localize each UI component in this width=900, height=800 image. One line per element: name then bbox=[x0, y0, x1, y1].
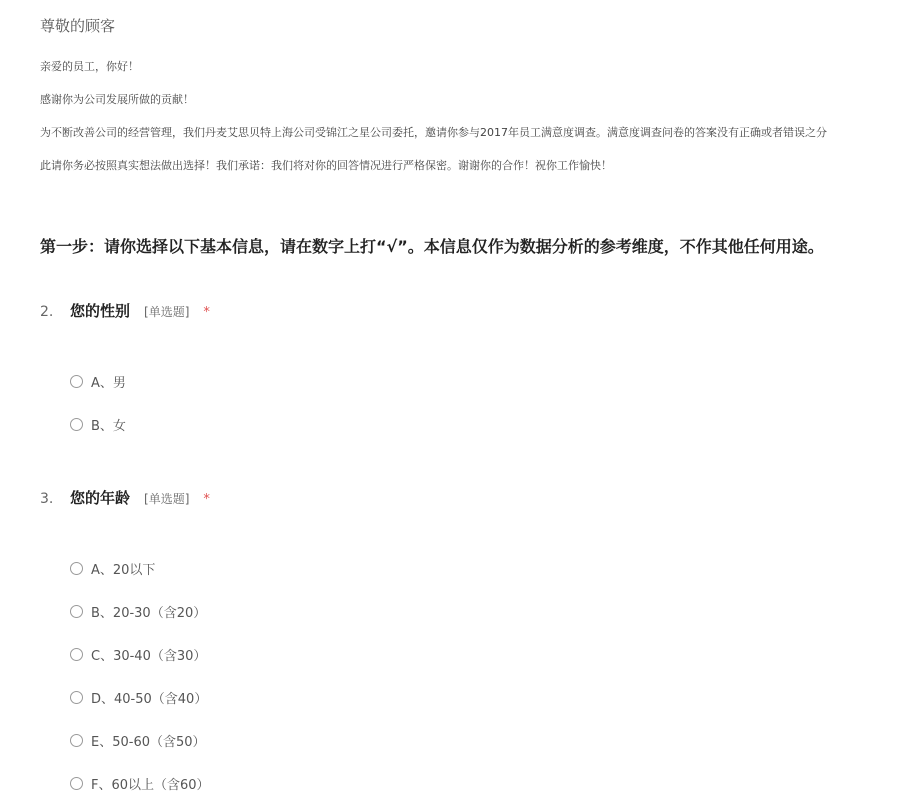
radio-button[interactable] bbox=[70, 734, 83, 747]
radio-button[interactable] bbox=[70, 418, 83, 431]
radio-button[interactable] bbox=[70, 691, 83, 704]
intro-line-2: 感谢你为公司发展所做的贡献！ bbox=[40, 93, 194, 106]
option-age-e[interactable] bbox=[70, 730, 206, 750]
option-label: B、20-30（含20） bbox=[91, 605, 207, 621]
option-age-d[interactable] bbox=[70, 687, 207, 707]
option-label: A、20以下 bbox=[91, 562, 156, 578]
radio-button[interactable] bbox=[70, 605, 83, 618]
question-type: [单选题] bbox=[144, 492, 190, 506]
question-type: [单选题] bbox=[144, 305, 190, 319]
option-label: C、30-40（含30） bbox=[91, 648, 207, 664]
required-marker: * bbox=[203, 492, 210, 507]
question-title: 您的年龄 bbox=[70, 489, 131, 507]
option-label: F、60以上（含60） bbox=[91, 777, 210, 793]
question-title: 您的性别 bbox=[70, 302, 131, 320]
option-age-f[interactable] bbox=[70, 773, 210, 793]
option-label: A、男 bbox=[91, 375, 126, 391]
option-label: D、40-50（含40） bbox=[91, 691, 208, 707]
radio-button[interactable] bbox=[70, 648, 83, 661]
option-age-c[interactable] bbox=[70, 644, 206, 664]
radio-button[interactable] bbox=[70, 777, 83, 790]
option-label: B、女 bbox=[91, 418, 126, 434]
question-number: 2. bbox=[40, 304, 54, 320]
option-age-b[interactable] bbox=[70, 601, 206, 621]
intro-line-4: 此请你务必按照真实想法做出选择！我们承诺：我们将对你的回答情况进行严格保密。谢谢你的合作！祝你工作愉快！ bbox=[40, 159, 612, 172]
option-gender-b[interactable] bbox=[70, 414, 126, 434]
question-number: 3. bbox=[40, 491, 54, 507]
required-marker: * bbox=[203, 305, 210, 320]
intro-line-3: 为不断改善公司的经营管理，我们丹麦艾思贝特上海公司受锦江之星公司委托，邀请你参与2017年员工满意度调查。满意度调查问卷的答案没有正确或者错误之分 bbox=[40, 126, 827, 139]
radio-button[interactable] bbox=[70, 562, 83, 575]
option-label: E、50-60（含50） bbox=[91, 734, 206, 750]
greeting-title: 尊敬的顾客 bbox=[40, 17, 116, 35]
option-gender-a[interactable] bbox=[70, 371, 126, 391]
option-age-a[interactable] bbox=[70, 558, 155, 578]
question-header-age bbox=[40, 487, 210, 511]
intro-line-1: 亲爱的员工，你好！ bbox=[40, 60, 139, 73]
question-header-gender bbox=[40, 300, 210, 324]
step-title: 第一步：请你选择以下基本信息，请在数字上打“√”。本信息仅作为数据分析的参考维度，不作其他任何用途。 bbox=[40, 237, 824, 256]
radio-button[interactable] bbox=[70, 375, 83, 388]
